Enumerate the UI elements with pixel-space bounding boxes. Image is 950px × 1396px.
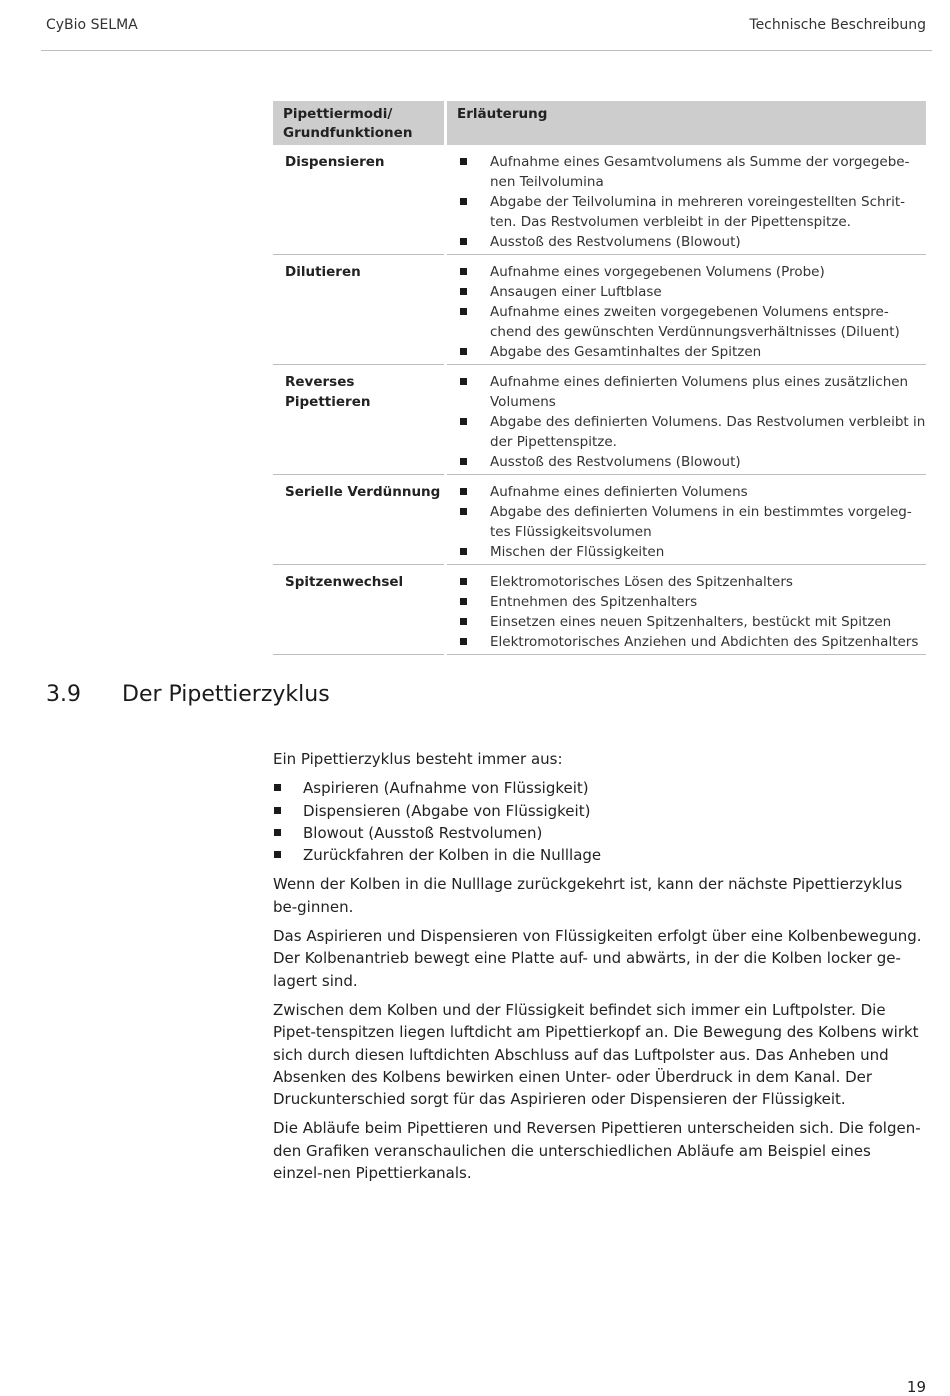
explanation-item xyxy=(447,482,926,502)
table-body xyxy=(273,152,926,655)
bullet-square-icon xyxy=(273,777,303,799)
explanation-item xyxy=(447,302,926,342)
explanation-text: Aufnahme eines Gesamtvolumens als Summe der vorgegebe-nen Teilvolumina xyxy=(490,154,910,190)
explanation-item xyxy=(447,502,926,542)
body-paragraph: Die Abläufe beim Pipettieren und Reversen Pipettieren unterscheiden sich. Die folgen-den Grafiken veranschaulichen die unterschiedlichen Abläufe am Beispiel eines einzel-nen Pipettierkanals. xyxy=(273,1119,921,1183)
explanation-text: Einsetzen eines neuen Spitzenhalters, bestückt mit Spitzen xyxy=(490,614,892,630)
explanation-item xyxy=(447,592,926,612)
pipetting-modes-table xyxy=(273,101,926,655)
table-row xyxy=(273,152,926,255)
header-chapter-title: Technische Beschreibung xyxy=(749,17,926,33)
list-item xyxy=(273,800,925,822)
explanation-item xyxy=(447,632,926,652)
list-item-text: Aspirieren (Aufnahme von Flüssigkeit) xyxy=(303,779,589,798)
bullet-square-icon xyxy=(447,452,490,472)
list-item-text: Blowout (Ausstoß Restvolumen) xyxy=(303,823,543,842)
explanation-item xyxy=(447,152,926,192)
explanation-item xyxy=(447,612,926,632)
explanation-item xyxy=(447,232,926,252)
page-number: 19 xyxy=(906,1378,926,1396)
bullet-square-icon xyxy=(447,612,490,632)
explanation-text: Entnehmen des Spitzenhalters xyxy=(490,594,698,610)
explanation-item xyxy=(447,372,926,412)
bullet-square-icon xyxy=(447,572,490,592)
explanation-item xyxy=(447,342,926,362)
section-title: Der Pipettierzyklus xyxy=(122,682,330,707)
explanation-item xyxy=(447,452,926,472)
mode-name: Dilutieren xyxy=(273,262,444,365)
mode-explanation xyxy=(447,572,926,655)
section-body xyxy=(273,748,925,1191)
explanation-text: Elektromotorisches Lösen des Spitzenhalters xyxy=(490,574,793,590)
mode-name: Reverses Pipettieren xyxy=(273,372,444,475)
bullet-square-icon xyxy=(447,302,490,342)
mode-name: Dispensieren xyxy=(273,152,444,255)
list-item-text: Zurückfahren der Kolben in die Nulllage xyxy=(303,846,602,865)
table-header-modes: Pipettiermodi/ Grundfunktionen xyxy=(273,101,444,145)
explanation-text: Aufnahme eines definierten Volumens plus eines zusätzlichen Volumens xyxy=(490,374,909,410)
list-item xyxy=(273,844,925,866)
body-paragraph: Das Aspirieren und Dispensieren von Flüssigkeiten erfolgt über eine Kolbenbewegung. Der Kolbenantrieb bewegt eine Platte auf- und abwärts, in der die Kolben locker ge-lagert sind. xyxy=(273,927,922,990)
body-paragraph: Wenn der Kolben in die Nulllage zurückgekehrt ist, kann der nächste Pipettierzyklus be-ginnen. xyxy=(273,875,903,916)
table-row xyxy=(273,372,926,475)
explanation-text: Abgabe des Gesamtinhaltes der Spitzen xyxy=(490,344,762,360)
bullet-square-icon xyxy=(447,412,490,452)
bullet-square-icon xyxy=(447,372,490,412)
bullet-square-icon xyxy=(447,192,490,232)
explanation-text: Aufnahme eines vorgegebenen Volumens (Probe) xyxy=(490,264,825,280)
header-divider xyxy=(41,50,932,51)
section-number: 3.9 xyxy=(46,682,81,707)
bullet-square-icon xyxy=(447,282,490,302)
section-paragraphs xyxy=(273,873,925,1184)
bullet-square-icon xyxy=(447,342,490,362)
explanation-text: Ansaugen einer Luftblase xyxy=(490,284,662,300)
table-header-explanation: Erläuterung xyxy=(447,101,926,145)
bullet-square-icon xyxy=(273,844,303,866)
mode-name: Spitzenwechsel xyxy=(273,572,444,655)
bullet-square-icon xyxy=(273,800,303,822)
cycle-steps-list xyxy=(273,777,925,866)
body-paragraph: Zwischen dem Kolben und der Flüssigkeit befindet sich immer ein Luftpolster. Die Pipet-tenspitzen liegen luftdicht am Pipettierkopf an. Die Bewegung des Kolbens wirkt sich durch diesen luftdichten Abschluss auf das Luftpolster aus. Das Anheben und Absenken des Kolbens bewirken einen Unter- oder Überdruck in dem Kanal. Der Druckunterschied sorgt für das Aspirieren oder Dispensieren der Flüssigkeit. xyxy=(273,1000,919,1109)
table-row xyxy=(273,482,926,565)
explanation-item xyxy=(447,542,926,562)
explanation-text: Ausstoß des Restvolumens (Blowout) xyxy=(490,454,741,470)
explanation-item xyxy=(447,262,926,282)
explanation-text: Aufnahme eines zweiten vorgegebenen Volumens entspre-chend des gewünschten Verdünnungsverhältnisses (Diluent) xyxy=(490,304,900,340)
table-row xyxy=(273,262,926,365)
explanation-text: Aufnahme eines definierten Volumens xyxy=(490,484,748,500)
mode-explanation xyxy=(447,152,926,255)
bullet-square-icon xyxy=(447,542,490,562)
bullet-square-icon xyxy=(447,152,490,192)
intro-text: Ein Pipettierzyklus besteht immer aus: xyxy=(273,750,563,768)
explanation-item xyxy=(447,192,926,232)
table-row xyxy=(273,572,926,655)
explanation-text: Abgabe der Teilvolumina in mehreren voreingestellten Schrit-ten. Das Restvolumen verbleibt in der Pipettenspitze. xyxy=(490,194,906,230)
bullet-square-icon xyxy=(273,822,303,844)
table-header xyxy=(273,101,926,145)
explanation-item xyxy=(447,572,926,592)
bullet-square-icon xyxy=(447,262,490,282)
bullet-square-icon xyxy=(447,232,490,252)
bullet-square-icon xyxy=(447,482,490,502)
explanation-item xyxy=(447,282,926,302)
explanation-text: Abgabe des definierten Volumens in ein bestimmtes vorgeleg-tes Flüssigkeitsvolumen xyxy=(490,504,912,540)
mode-explanation xyxy=(447,482,926,565)
mode-explanation xyxy=(447,262,926,365)
mode-name: Serielle Verdünnung xyxy=(273,482,444,565)
bullet-square-icon xyxy=(447,592,490,612)
list-item xyxy=(273,777,925,799)
mode-explanation xyxy=(447,372,926,475)
explanation-text: Ausstoß des Restvolumens (Blowout) xyxy=(490,234,741,250)
bullet-square-icon xyxy=(447,502,490,542)
list-item xyxy=(273,822,925,844)
header-product-name: CyBio SELMA xyxy=(46,17,138,33)
explanation-text: Elektromotorisches Anziehen und Abdichten des Spitzenhalters xyxy=(490,634,919,650)
explanation-text: Mischen der Flüssigkeiten xyxy=(490,544,665,560)
explanation-item xyxy=(447,412,926,452)
explanation-text: Abgabe des definierten Volumens. Das Restvolumen verbleibt in der Pipettenspitze. xyxy=(490,414,926,450)
bullet-square-icon xyxy=(447,632,490,652)
list-item-text: Dispensieren (Abgabe von Flüssigkeit) xyxy=(303,801,591,820)
